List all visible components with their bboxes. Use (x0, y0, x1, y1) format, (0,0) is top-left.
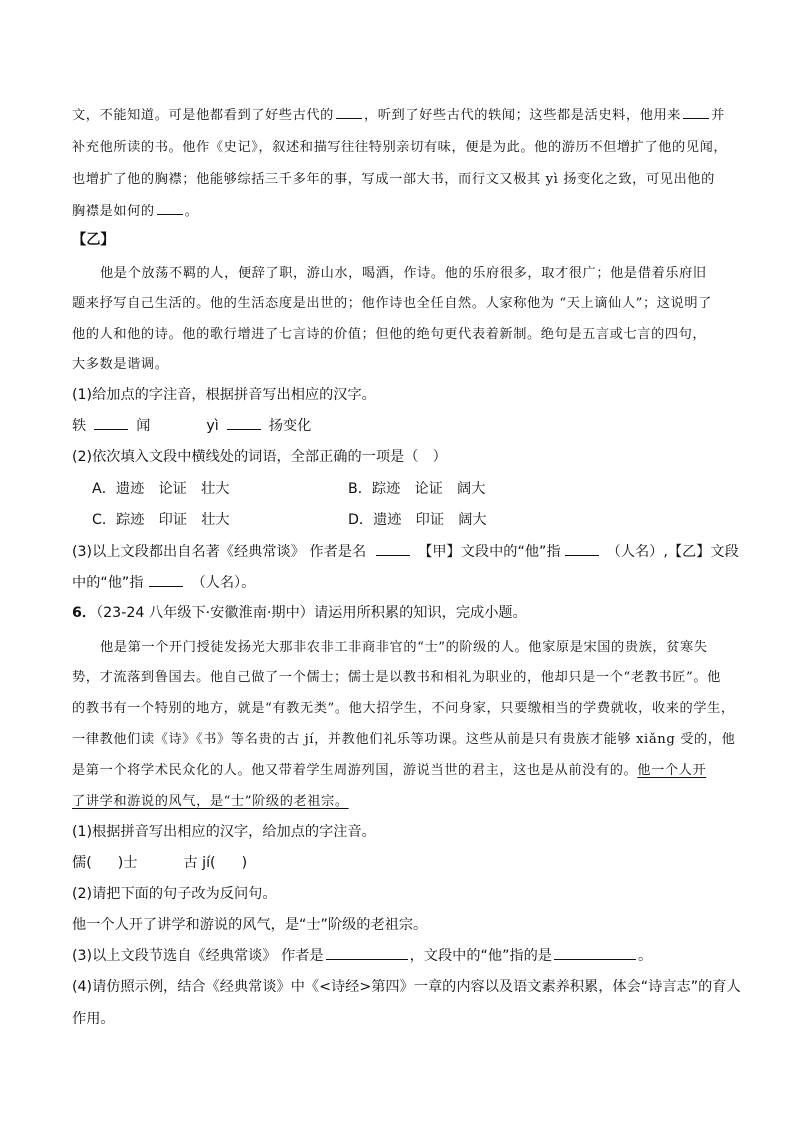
text: 闻 (136, 418, 151, 434)
yi-line-4: 大多数是谐调。 (72, 357, 169, 372)
text: ，文段中的“他”指的是 (409, 948, 552, 964)
q6-sub1: (1)根据拼音写出相应的汉字，给加点的字注音。 (72, 824, 376, 840)
q6-heading (72, 602, 527, 622)
q6-sub2: (2)请把下面的句子改为反问句。 (72, 886, 277, 902)
q5-sub2: (2)依次填入文段中横线处的词语，全部正确的一项是（ ） (72, 449, 447, 465)
text: 古 jí( (183, 855, 216, 871)
yi-line-2: 题来抒写自己生活的。他的生活态度是出世的；他作诗也全任自然。人家称他为 “天上谪仙人”；这说明了 (72, 296, 712, 311)
q6-passage-line-2: 势，才流落到鲁国去。他自己做了一个儒士；儒士是以教书和相礼为职业的，他却只是一个“老教书匠”。他 (72, 670, 721, 685)
q6-passage-line-1: 他是第一个开门授徒发扬光大那非农非工非商非官的“士”的阶级的人。他家原是宋国的贵族，贫寒失 (100, 640, 708, 655)
fill-blank[interactable] (683, 106, 709, 119)
text: ) (241, 855, 248, 871)
option-c[interactable]: C．踪迹 印证 壮大 (92, 512, 230, 528)
option-a[interactable]: A．遗迹 论证 壮大 (92, 481, 230, 497)
jia-line-4 (72, 200, 199, 219)
option-b[interactable]: B．踪迹 论证 阔大 (348, 481, 486, 497)
q6-passage-line-4: 一律教他们读《诗》《书》等名贵的古 jí，并教他们礼乐等功课。这些从前是只有贵族才能够 xiǎng 受的，他 (72, 732, 736, 747)
jia-line-1 (72, 104, 725, 123)
option-d[interactable]: D．遗迹 印证 阔大 (348, 512, 487, 528)
q5-sub3-line2 (72, 572, 255, 592)
q6-sub3 (72, 945, 652, 965)
jia-line-3: 也增扩了他的胸襟；他能够综括三千多年的事，写成一部大书，而行文又极其 yì 扬变化之致，可见出他的 (72, 172, 715, 187)
text: （人名）,【乙】文段 (606, 544, 739, 560)
q6-sub2-sentence: 他一个人开了讲学和游说的风气，是“士”阶级的老祖宗。 (72, 917, 428, 933)
answer-blank[interactable] (227, 417, 261, 430)
text: ，听到了好些古代的轶闻；这些都是活史料，他用来 (363, 108, 682, 123)
answer-blank[interactable] (149, 574, 183, 587)
answer-blank[interactable] (326, 947, 408, 960)
text: 中的“他”指 (72, 575, 144, 591)
text: (3)以上文段都出自名著《经典常谈》 作者是名 (72, 544, 367, 560)
text: 并 (711, 108, 725, 123)
text: 是第一个将学术民众化的人。他又带着学生周游列国，游说当世的君主，这也是从前没有的。 (72, 763, 638, 778)
text: （人名）。 (191, 575, 256, 591)
q5-sub1: (1)给加点的字注音，根据拼音写出相应的汉字。 (72, 387, 376, 403)
text: （23-24 八年级下·安徽淮南·期中）请运用所积累的知识，完成小题。 (96, 605, 527, 621)
text: )士 (117, 855, 138, 871)
answer-blank[interactable] (94, 417, 128, 430)
q6-sub4-line2: 作用。 (72, 1011, 115, 1027)
text: 儒( (72, 855, 92, 871)
question-number: 6． (72, 605, 97, 621)
text: (3)以上文段节选自《经典常谈》 作者是 (72, 948, 324, 964)
answer-blank[interactable] (565, 543, 599, 556)
yi-line-3: 他的人和他的诗。他的歌行增进了七言诗的价值；但他的绝句更代表着新制。绝句是五言或七言的四句， (72, 327, 707, 342)
q5-sub3-line1 (72, 541, 739, 561)
yi-label: 【乙】 (72, 232, 115, 248)
q5-sub1-items (72, 415, 311, 435)
q6-sub1-items (72, 852, 247, 872)
text: 文，不能知道。可是他都看到了好些古代的 (72, 108, 334, 123)
fill-blank[interactable] (157, 202, 183, 215)
text: 轶 (72, 418, 87, 434)
answer-blank[interactable] (554, 947, 636, 960)
text: 。 (184, 204, 199, 219)
underlined-text: 他一个人开 (637, 763, 707, 778)
text: 胸襟是如何的 (72, 204, 155, 219)
yi-line-1: 他是个放荡不羁的人，便辞了职，游山水，喝酒，作诗。他的乐府很多，取才很广；他是借着乐府旧 (100, 266, 707, 281)
text: 【甲】文段中的“他”指 (418, 544, 561, 560)
fill-blank[interactable] (336, 106, 362, 119)
q6-sub4-line1: (4)请仿照示例，结合《经典常谈》中《<诗经>第四》一章的内容以及语文素养积累，体会“诗言志”的育人 (72, 979, 741, 995)
text: 。 (638, 948, 653, 964)
jia-line-2: 补充他所读的书。他作《史记》，叙述和描写往往特别亲切有味，便是为此。他的游历不但增扩了他的见闻， (72, 140, 728, 155)
answer-blank[interactable] (376, 543, 410, 556)
q6-passage-line-6: 了讲学和游说的风气，是“士”阶级的老祖宗。 (72, 794, 349, 809)
q6-passage-line-3: 的教书有一个特别的地方，就是“有教无类”。他大招学生，不问身家，只要缴相当的学费就收，收来的学生， (72, 701, 735, 716)
text: 扬变化 (268, 418, 312, 434)
q6-passage-line-5 (72, 759, 706, 778)
text: yì (206, 418, 219, 434)
